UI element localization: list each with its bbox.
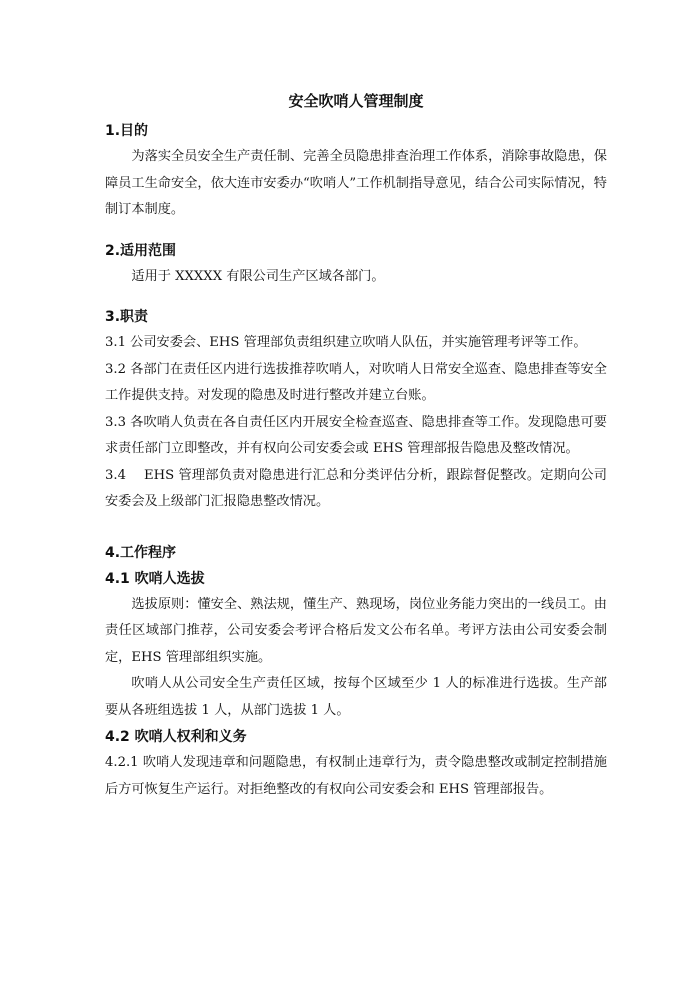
spacer — [105, 290, 607, 304]
purpose-paragraph: 为落实全员安全生产责任制、完善全员隐患排查治理工作体系，消除事故隐患，保障员工生命安全，依大连市安委办“吹哨人”工作机制指导意见，结合公司实际情况，特制订本制度。 — [105, 149, 607, 217]
spacer — [105, 516, 607, 540]
duty-item-3-4: 3.4 EHS 管理部负责对隐患进行汇总和分类评估分析，跟踪督促整改。定期向公司安委会及上级部门汇报隐患整改情况。 — [105, 467, 607, 509]
duty-item-3-1: 3.1 公司安委会、EHS 管理部负责组织建立吹哨人队伍，并实施管理考评等工作。 — [105, 335, 587, 350]
subsection-heading-selection: 4.1 吹哨人选拔 — [105, 570, 205, 587]
section-heading-purpose: 1.目的 — [105, 123, 149, 139]
spacer — [105, 224, 607, 238]
scope-paragraph: 适用于 XXXXX 有限公司生产区域各部门。 — [131, 268, 385, 284]
duty-item-3-3: 3.3 各吹哨人负责在各自责任区内开展安全检查巡查、隐患排查等工作。发现隐患可要求责任部门立即整改，并有权向公司安委会或 EHS 管理部报告隐患及整改情况。 — [105, 414, 607, 456]
selection-paragraph-2: 吹哨人从公司安全生产责任区域，按每个区域至少 1 人的标准进行选拔。生产部要从各班组选拔 1 人，从部门选拔 1 人。 — [105, 676, 607, 718]
section-heading-duties: 3.职责 — [105, 309, 149, 325]
section-heading-procedure: 4.工作程序 — [105, 544, 177, 561]
duty-item-3-2: 3.2 各部门在责任区内进行选拔推荐吹哨人，对吹哨人日常安全巡查、隐患排查等安全工作提供支持。对发现的隐患及时进行整改并建立台账。 — [105, 361, 607, 403]
document-content — [105, 90, 607, 803]
selection-paragraph-1: 选拔原则：懂安全、熟法规，懂生产、熟现场，岗位业务能力突出的一线员工。由责任区域部门推荐，公司安委会考评合格后发文公布名单。考评方法由公司安委会制定，EHS 管理部组织实施。 — [105, 596, 607, 665]
section-heading-scope: 2.适用范围 — [105, 242, 177, 259]
document-title: 安全吹哨人管理制度 — [288, 92, 424, 110]
rights-item-4-2-1: 4.2.1 吹哨人发现违章和问题隐患，有权制止违章行为，责令隐患整改或制定控制措施后方可恢复生产运行。对拒绝整改的有权向公司安委会和 EHS 管理部报告。 — [105, 755, 607, 797]
subsection-heading-rights: 4.2 吹哨人权利和义务 — [105, 729, 247, 745]
